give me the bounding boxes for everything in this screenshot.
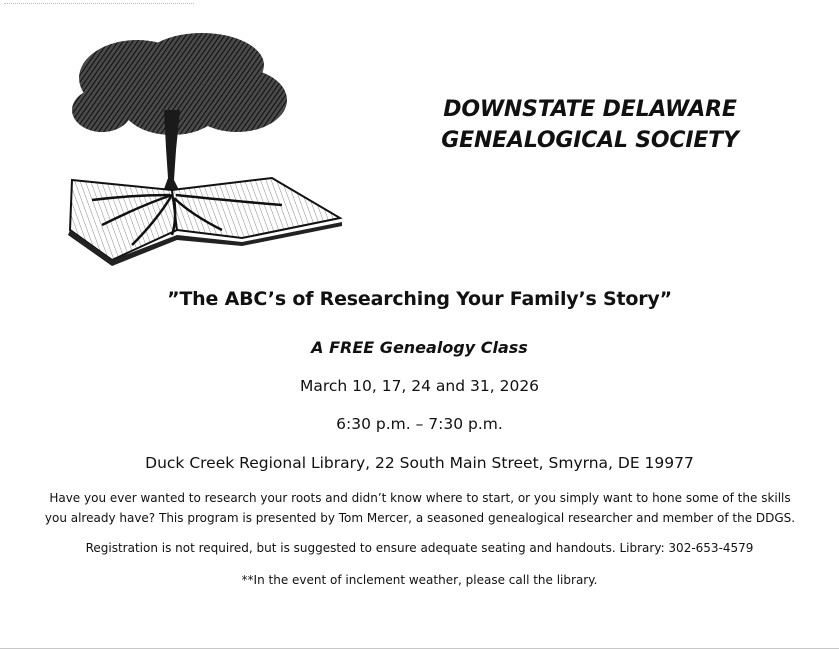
- organization-name: [410, 94, 770, 156]
- tree-book-logo-icon: [62, 30, 352, 270]
- tree-canopy: [72, 33, 287, 135]
- class-subtitle: A FREE Genealogy Class: [311, 338, 528, 357]
- scan-artifact-top: [4, 3, 194, 5]
- class-time: 6:30 p.m. – 7:30 p.m.: [336, 415, 503, 433]
- class-location: Duck Creek Regional Library, 22 South Main Street, Smyrna, DE 19977: [145, 454, 694, 472]
- registration-note: Registration is not required, but is suggested to ensure adequate seating and handouts. Library: 302-653-4579: [85, 541, 754, 555]
- scan-artifact-bottom: [0, 648, 839, 649]
- class-title: ”The ABC’s of Researching Your Family’s Story”: [167, 288, 672, 310]
- weather-note: **In the event of inclement weather, please call the library.: [241, 573, 598, 587]
- class-description: Have you ever wanted to research your roots and didn’t know where to start, or you simply want to hone some of the skills you already have? This program is presented by Tom Mercer, a seasoned genealogical researcher and member of the DDGS.: [44, 491, 796, 525]
- organization-name-line2: GENEALOGICAL SOCIETY: [441, 128, 739, 153]
- organization-name-line1: DOWNSTATE DELAWARE: [443, 97, 737, 122]
- class-dates: March 10, 17, 24 and 31, 2026: [299, 377, 540, 395]
